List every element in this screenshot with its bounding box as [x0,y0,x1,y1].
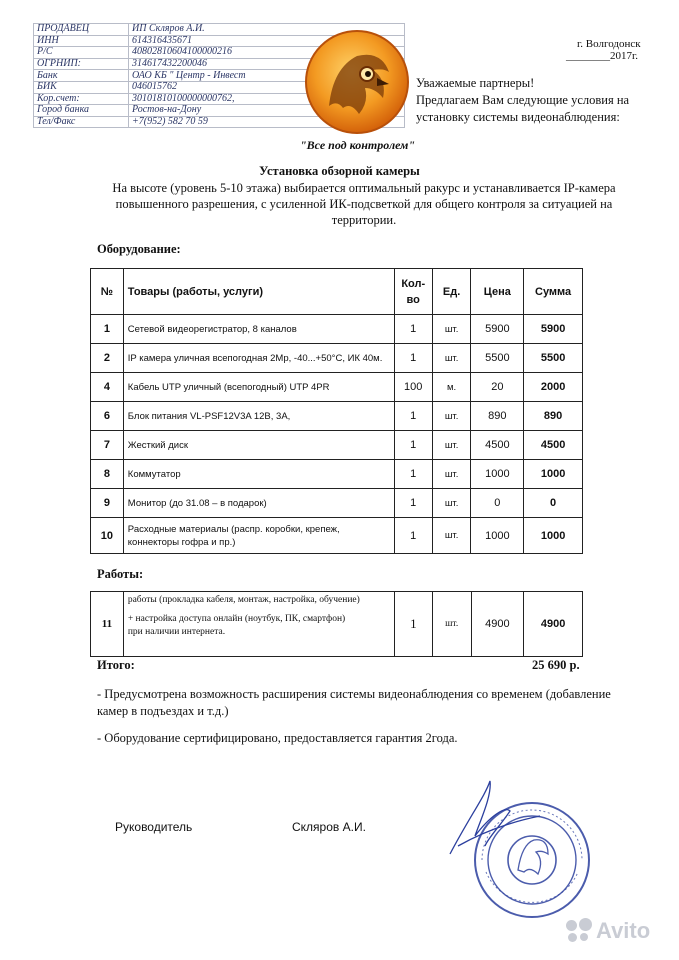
company-name: "Все под контролем" [300,138,416,152]
row-sum: 2000 [524,373,583,402]
row-goods: Монитор (до 31.08 – в подарок) [123,489,394,518]
work-line-3: при наличии интернета. [127,627,226,637]
row-qty: 1 [394,460,432,489]
work-sum: 4900 [524,592,583,657]
row-qty: 1 [394,431,432,460]
row-goods: Коммутатор [123,460,394,489]
row-price: 1000 [471,518,524,554]
total-label: Итого: [97,658,135,672]
row-unit: шт. [432,344,471,373]
table-row [91,431,583,460]
equipment-table [90,268,583,554]
row-number: 8 [91,460,124,489]
intro-text: Предлагаем Вам следующие условия на установку системы видеонаблюдения: [416,93,630,124]
row-number: 4 [91,373,124,402]
row-goods: Сетевой видеорегистратор, 8 каналов [123,315,394,344]
requisite-key: ОГРНИП: [34,58,129,70]
row-qty: 1 [394,402,432,431]
row-qty: 100 [394,373,432,402]
row-sum: 1000 [524,460,583,489]
requisite-key: ПРОДАВЕЦ [34,24,129,36]
requisite-key: Город банка [34,105,129,117]
work-number: 11 [91,592,124,657]
avito-dots-icon [566,918,592,944]
row-unit: м. [432,373,471,402]
table-row [91,518,583,554]
row-price: 890 [471,402,524,431]
total-value: 25 690 р. [532,658,580,672]
requisite-value: 046015762 [129,81,405,93]
row-goods: Кабель UTP уличный (всепогодный) UTP 4PR [123,373,394,402]
row-sum: 1000 [524,518,583,554]
row-price: 5900 [471,315,524,344]
greeting: Уважаемые партнеры! [416,76,535,90]
date: ________2017г. [566,50,639,62]
section-heading: Установка обзорной камеры [259,164,420,178]
row-unit: шт. [432,431,471,460]
row-unit: шт. [432,460,471,489]
table-row [91,344,583,373]
col-price: Цена [471,269,524,315]
row-sum: 890 [524,402,583,431]
requisite-value: 314617432200046 [129,58,405,70]
col-qty: Кол-во [394,269,432,315]
row-price: 4500 [471,431,524,460]
requisite-key: Банк [34,70,129,82]
requisite-value: ОАО КБ " Центр - Инвест [129,70,405,82]
row-sum: 4500 [524,431,583,460]
row-unit: шт. [432,402,471,431]
row-qty: 1 [394,489,432,518]
company-stamp [472,800,592,920]
requisite-value: ИП Скляров А.И. [129,24,405,36]
work-unit: шт. [432,592,471,657]
place: г. Волгодонск [577,38,641,50]
signer-name: Скляров А.И. [292,820,366,834]
note-certified: - Оборудование сертифицировано, предоставляется гарантия 2года. [97,731,458,745]
row-unit: шт. [432,518,471,554]
table-row [91,489,583,518]
table-header-row [91,269,583,315]
equipment-title: Оборудование: [97,242,181,256]
works-title: Работы: [97,567,144,581]
requisite-key: БИК [34,81,129,93]
works-table [90,591,583,657]
note-expansion: - Предусмотрена возможность расширения системы видеонаблюдения со временем (добавление камер в подъездах и т.д.) [97,687,611,718]
requisite-value: 614316435671 [129,35,405,47]
col-number: № [91,269,124,315]
requisite-key: ИНН [34,35,129,47]
work-name [123,592,394,657]
row-goods: Блок питания VL-PSF12V3A 12В, 3А, [123,402,394,431]
row-qty: 1 [394,315,432,344]
row-sum: 5900 [524,315,583,344]
row-unit: шт. [432,315,471,344]
row-number: 9 [91,489,124,518]
row-price: 20 [471,373,524,402]
table-row [91,315,583,344]
requisite-value: 30101810100000000762, [129,93,405,105]
row-number: 2 [91,344,124,373]
row-unit: шт. [432,489,471,518]
row-number: 6 [91,402,124,431]
table-row [91,373,583,402]
row-qty: 1 [394,518,432,554]
table-row [91,460,583,489]
row-goods: IP камера уличная всепогодная 2Mp, -40...+50°С, ИК 40м. [123,344,394,373]
work-line-1: работы (прокладка кабеля, монтаж, настройка, обучение) [127,595,360,605]
row-qty: 1 [394,344,432,373]
work-qty: 1 [395,592,433,657]
requisite-key: Кор.счет: [34,93,129,105]
signer-role: Руководитель [115,820,193,834]
work-line-2: + настройка доступа онлайн (ноутбук, ПК, смартфон) [127,614,346,624]
col-sum: Сумма [524,269,583,315]
col-goods: Товары (работы, услуги) [123,269,394,315]
col-unit: Ед. [432,269,471,315]
requisite-key: Р/С [34,47,129,59]
row-number: 10 [91,518,124,554]
description: На высоте (уровень 5-10 этажа) выбирается оптимальный ракурс и устанавливается IP-камера повышенного разрешения, с усиленной ИК-подсветкой для общего контроля за ситуацией на территории. [112,181,616,227]
table-row [91,402,583,431]
requisite-value: 40802810604100000216 [129,47,405,59]
work-price: 4900 [471,592,524,657]
row-price: 0 [471,489,524,518]
avito-watermark [566,918,650,944]
requisite-value: +7(952) 582 70 59 [129,116,405,128]
row-number: 1 [91,315,124,344]
row-price: 5500 [471,344,524,373]
row-sum: 5500 [524,344,583,373]
avito-text: Avito [596,918,651,943]
row-goods: Жесткий диск [123,431,394,460]
row-sum: 0 [524,489,583,518]
row-number: 7 [91,431,124,460]
table-row [91,592,583,657]
requisite-value: Ростов-на-Дону [129,105,405,117]
row-goods: Расходные материалы (распр. коробки, крепеж, коннекторы гофра и пр.) [123,518,394,554]
company-logo [303,28,411,136]
row-price: 1000 [471,460,524,489]
requisite-key: Тел/Факс [34,116,129,128]
